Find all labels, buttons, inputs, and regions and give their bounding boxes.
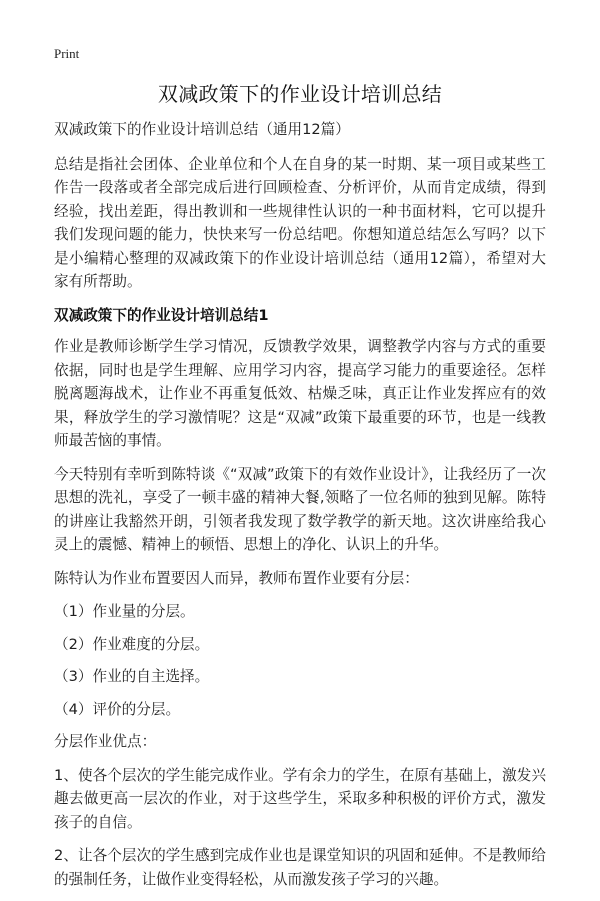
list-item: （3）作业的自主选择。 <box>54 668 210 685</box>
document-body <box>54 118 546 901</box>
intro-paragraph: 总结是指社会团体、企业单位和个人在自身的某一时期、某一项目或某些工作告一段落或者全部完成后进行回顾检查、分析评价，从而肯定成绩，得到经验，找出差距，得出教训和一些规律性认识的一种书面材料，它可以提升我们发现问题的能力，快快来写一份总结吧。你想知道总结怎么写吗？以下是小编精心整理的双减政策下的作业设计培训总结（通用12篇），希望对大家有所帮助。 <box>54 155 546 290</box>
body-paragraph: 今天特别有幸听到陈特谈《“双减”政策下的有效作业设计》，让我经历了一次思想的洗礼，享受了一顿丰盛的精神大餐,领略了一位名师的独到见解。陈特的讲座让我豁然开朗，引领者我发现了数学教学的新天地。这次讲座给我心灵上的震憾、精神上的顿悟、思想上的净化、认识上的升华。 <box>54 465 546 553</box>
page-title: 双减政策下的作业设计培训总结 <box>157 82 443 106</box>
section-heading: 双减政策下的作业设计培训总结1 <box>54 306 269 324</box>
list-item: （1）作业量的分层。 <box>54 603 195 620</box>
advantage-paragraph: 1、使各个层次的学生能完成作业。学有余力的学生，在原有基础上，激发兴趣去做更高一层次的作业，对于这些学生，采取多种积极的评价方式，激发孩子的自信。 <box>54 766 546 831</box>
advantages-label: 分层作业优点： <box>54 733 157 750</box>
advantage-paragraph: 2、让各个层次的学生感到完成作业也是课堂知识的巩固和延伸。不是教师给的强制任务，让做作业变得轻松，从而激发孩子学习的兴趣。 <box>54 847 546 888</box>
print-label: Print <box>54 46 80 61</box>
list-item: （2）作业难度的分层。 <box>54 635 210 653</box>
document-subtitle: 双减政策下的作业设计培训总结（通用12篇） <box>54 121 350 138</box>
body-paragraph: 作业是教师诊断学生学习情况，反馈教学效果，调整教学内容与方式的重要依据，同时也是学生理解、应用学习内容，提高学习能力的重要途径。怎样脱离题海战术，让作业不再重复低效、枯燥乏味，真正让作业发挥应有的效果，释放学生的学习激情呢？这是“双减”政策下最重要的环节，也是一线教师最苦恼的事情。 <box>54 338 546 449</box>
list-item: （4）评价的分层。 <box>54 700 181 718</box>
body-paragraph: 陈特认为作业布置要因人而异，教师布置作业要有分层： <box>54 569 419 587</box>
